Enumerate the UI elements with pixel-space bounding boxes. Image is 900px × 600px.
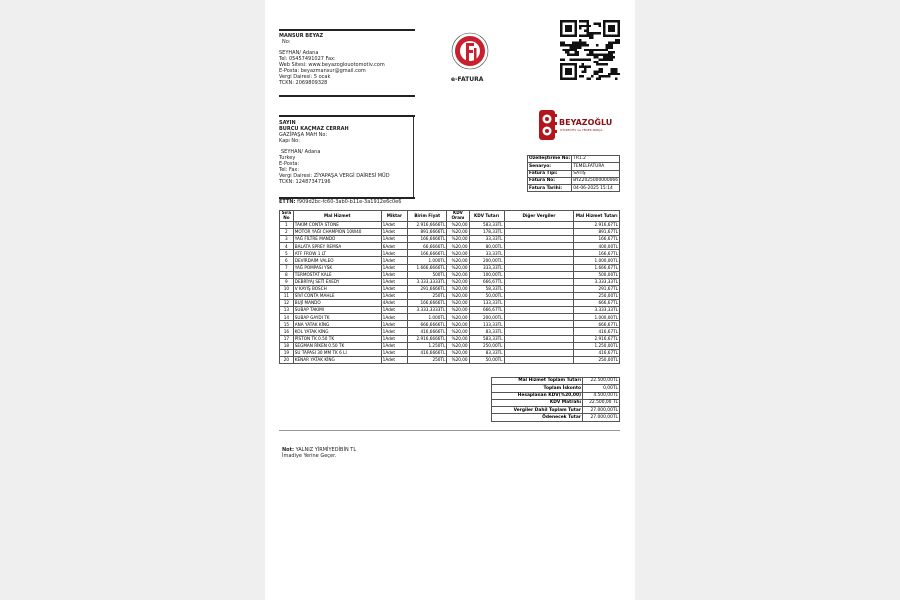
table-cell: SEGMAN RİKEN 0.50 TK (293, 342, 381, 349)
table-cell: 583,33TL (469, 335, 504, 342)
seller-address: SEYHAN/ Adana (279, 50, 319, 56)
seller-tax-office: Vergi Dairesi: 5 ocak (279, 74, 331, 80)
table-cell: 1 (280, 222, 294, 229)
note-text: YALNIZ YİRMİYEDİBİN TL (295, 447, 357, 453)
table-cell: 1Adet (381, 356, 407, 363)
table-cell: %20,00 (447, 314, 469, 321)
table-cell (504, 250, 574, 257)
buyer-info (279, 117, 414, 197)
table-row (280, 243, 620, 250)
table-cell: 1Adet (381, 278, 407, 285)
table-cell (504, 271, 574, 278)
buyer-district: SEYHAN/ Adana (281, 149, 321, 155)
meta-row (528, 177, 620, 184)
table-cell: 1Adet (381, 250, 407, 257)
table-cell: 83,33TL (469, 349, 504, 356)
col-header: KDV Tutarı (469, 211, 504, 222)
table-cell (504, 307, 574, 314)
seller-bottom-rule (279, 95, 415, 97)
table-cell: 178,33TL (469, 229, 504, 236)
table-cell: 83,33TL (469, 328, 504, 335)
total-label: Hesaplanan KDV(%20,00) (492, 392, 583, 399)
table-cell: 100,00TL (469, 271, 504, 278)
buyer-street: GAZİPAŞA MAH No: (279, 132, 328, 138)
meta-value: 04-06-2025 15:14 (572, 185, 620, 192)
brand-name: BEYAZOĞLU (559, 118, 613, 127)
table-cell (504, 264, 574, 271)
total-value: 22.500,00 TL (583, 399, 620, 406)
table-cell: 1Adet (381, 271, 407, 278)
table-cell: %20,00 (447, 236, 469, 243)
table-cell: 16 (280, 328, 294, 335)
table-cell: V KAYIŞ BOSCH (293, 285, 381, 292)
table-cell: 1.666,67TL (574, 264, 620, 271)
meta-value: BYZ2025000000066 (573, 178, 618, 184)
table-cell: KENAR YATAK KİNG (293, 356, 381, 363)
meta-key: Fatura Tipi: (528, 170, 572, 177)
table-cell: SUBAP TAKIMI (293, 307, 381, 314)
buyer-phone: Tel: Fax: (279, 167, 300, 173)
table-row (280, 328, 620, 335)
seller-email: E-Posta: beyazmansur@gmail.com (279, 68, 366, 74)
table-row (280, 356, 620, 363)
table-cell: 416,6666TL (408, 328, 447, 335)
table-cell: %20,00 (447, 328, 469, 335)
total-label: Mal Hizmet Toplam Tutarı (492, 378, 583, 385)
table-cell: 500TL (408, 271, 447, 278)
seller-info (279, 33, 385, 86)
table-cell: %20,00 (447, 356, 469, 363)
seller-phone: Tel: 05457491027 Fax: (279, 56, 336, 62)
table-cell: TERMOSTAT KALE (293, 271, 381, 278)
col-header: Sıra No (280, 211, 294, 222)
table-cell: 250TL (408, 356, 447, 363)
table-cell: 3.333,3333TL (408, 307, 447, 314)
table-row (280, 257, 620, 264)
table-cell: 1Adet (381, 292, 407, 299)
table-cell: 33,33TL (469, 236, 504, 243)
brand-tagline: OTOMOTİV ve YEDEK PARÇA (560, 128, 603, 132)
table-row (280, 292, 620, 299)
table-cell: 14 (280, 314, 294, 321)
table-cell: 1.000TL (408, 257, 447, 264)
table-cell: %20,00 (447, 250, 469, 257)
total-value: 27.000,00TL (583, 407, 620, 414)
table-cell: ATF FROW 1 LT (293, 250, 381, 257)
table-cell: %20,00 (447, 271, 469, 278)
total-row (492, 399, 620, 406)
table-cell: 6 (280, 257, 294, 264)
table-cell: 166,6666TL (408, 236, 447, 243)
table-cell: 416,67TL (574, 349, 620, 356)
table-cell: %20,00 (447, 349, 469, 356)
table-cell: 3 (280, 236, 294, 243)
table-row (280, 222, 620, 229)
table-cell: 166,6666TL (408, 250, 447, 257)
table-cell: 7 (280, 264, 294, 271)
buyer-tax-office: Vergi Dairesi: ZİYAPAŞA VERGİ DAİRESİ MÜD (279, 173, 390, 179)
table-cell: 166,67TL (574, 236, 620, 243)
total-row (492, 414, 620, 421)
table-cell: 666,67TL (469, 278, 504, 285)
table-cell (504, 229, 574, 236)
total-label: Ödenecek Tutar (492, 414, 583, 421)
total-label: KDV Matrahı (492, 399, 583, 406)
table-cell: 1Adet (381, 236, 407, 243)
table-cell: 666,67TL (574, 300, 620, 307)
table-row (280, 300, 620, 307)
table-cell: 5 (280, 250, 294, 257)
table-cell: 4Adet (381, 300, 407, 307)
table-cell: 1.250TL (408, 342, 447, 349)
table-cell: 416,67TL (574, 328, 620, 335)
table-cell: 1Adet (381, 335, 407, 342)
table-cell (504, 300, 574, 307)
table-cell: YAĞ POMPASI YSK (293, 264, 381, 271)
table-cell: 200,00TL (469, 314, 504, 321)
table-cell: 1Adet (381, 285, 407, 292)
table-cell: 1.666,6666TL (408, 264, 447, 271)
brand-logo (537, 108, 627, 142)
total-value: 27.000,00TL (583, 414, 620, 421)
table-cell: 291,6666TL (408, 285, 447, 292)
table-cell: 66,6666TL (408, 243, 447, 250)
table-cell (504, 349, 574, 356)
table-cell (504, 314, 574, 321)
qr-code-icon (560, 20, 620, 80)
total-value: 22.500,00TL (583, 378, 620, 385)
meta-value: TEMELFATURA (572, 163, 620, 170)
table-cell: 1Adet (381, 314, 407, 321)
table-cell: %20,00 (447, 229, 469, 236)
table-cell: 1.000,00TL (574, 257, 620, 264)
table-cell: 250,00TL (469, 342, 504, 349)
table-cell: %20,00 (447, 335, 469, 342)
table-cell (504, 335, 574, 342)
table-cell (504, 356, 574, 363)
table-row (280, 335, 620, 342)
table-cell: %20,00 (447, 222, 469, 229)
col-header: Miktar (381, 211, 407, 222)
table-cell: %20,00 (447, 264, 469, 271)
table-cell: DEBRİYAJ SETİ EXEDY (293, 278, 381, 285)
table-cell: 891,6666TL (408, 229, 447, 236)
meta-value: SATIŞ (572, 170, 620, 177)
invoice-page (265, 0, 635, 600)
table-row (280, 342, 620, 349)
seller-name: MANSUR BEYAZ (279, 33, 324, 39)
table-cell: 3.333,33TL (574, 307, 620, 314)
table-cell: BALATA SPREY REMSA (293, 243, 381, 250)
table-cell (504, 222, 574, 229)
table-cell: 6Adet (381, 243, 407, 250)
table-cell (504, 278, 574, 285)
ettn (279, 199, 401, 205)
table-cell: 8 (280, 271, 294, 278)
table-row (280, 285, 620, 292)
items-table (279, 210, 620, 364)
table-cell: 15 (280, 321, 294, 328)
meta-key: Senaryo: (528, 163, 572, 170)
table-cell: 1.000,00TL (574, 314, 620, 321)
table-cell: %20,00 (447, 307, 469, 314)
table-cell: 133,33TL (469, 300, 504, 307)
seller-tckn: TCKN: 2069809328 (279, 80, 328, 86)
table-cell: 2.916,6666TL (408, 335, 447, 342)
meta-key: Özelleştirme No: (529, 156, 571, 162)
table-cell: SİVİ CONTA MAHLE (293, 292, 381, 299)
table-cell: YAĞ FİLTRE MANDO (293, 236, 381, 243)
total-row (492, 378, 620, 385)
table-cell: 291,67TL (574, 285, 620, 292)
table-cell: 80,00TL (469, 243, 504, 250)
table-cell (504, 321, 574, 328)
table-cell: 250TL (408, 292, 447, 299)
seller-top-rule (279, 29, 415, 31)
table-cell: 10 (280, 285, 294, 292)
table-cell: %20,00 (447, 300, 469, 307)
table-row (280, 307, 620, 314)
table-row (280, 349, 620, 356)
table-cell: 1Adet (381, 257, 407, 264)
ettn-label: ETTN: (279, 199, 296, 205)
table-cell: KOL YATAK KİNG (293, 328, 381, 335)
table-cell: 1Adet (381, 342, 407, 349)
totals-table (491, 377, 620, 422)
table-cell: 1Adet (381, 264, 407, 271)
total-row (492, 407, 620, 414)
total-value: 0,00TL (583, 385, 620, 392)
table-row (280, 321, 620, 328)
table-cell (504, 285, 574, 292)
meta-key: Fatura No: (528, 177, 572, 184)
table-cell: 133,33TL (469, 321, 504, 328)
table-cell: 166,67TL (574, 250, 620, 257)
table-cell: 166,6666TL (408, 300, 447, 307)
table-cell: 250,00TL (574, 356, 620, 363)
table-cell: 1Adet (381, 349, 407, 356)
table-cell: 2.916,67TL (574, 335, 620, 342)
table-cell: 2.916,6666TL (408, 222, 447, 229)
table-cell: 12 (280, 300, 294, 307)
table-cell: 33,33TL (469, 250, 504, 257)
seller-web: Web Sitesi: www.beyazoglouotomotiv.com (279, 62, 385, 68)
table-cell: %20,00 (447, 292, 469, 299)
table-cell: 18 (280, 342, 294, 349)
table-cell: 583,33TL (469, 222, 504, 229)
table-cell: 333,33TL (469, 264, 504, 271)
table-cell (504, 243, 574, 250)
seller-door: No: (282, 39, 291, 45)
table-cell: 250,00TL (574, 292, 620, 299)
table-cell: 9 (280, 278, 294, 285)
table-cell: %20,00 (447, 285, 469, 292)
table-cell: SU TAPASI 30 MM TK 6 LI (293, 349, 381, 356)
table-cell: 891,67TL (574, 229, 620, 236)
table-row (280, 264, 620, 271)
table-cell: 3.333,33TL (574, 278, 620, 285)
col-header: Mal Hizmet Tutarı (574, 211, 620, 222)
meta-row (528, 163, 620, 170)
col-header: Mal Hizmet (293, 211, 381, 222)
table-row (280, 271, 620, 278)
table-cell: 19 (280, 349, 294, 356)
table-cell: MOTOR YAĞI CHAMPION 10W40 (293, 229, 381, 236)
meta-row (528, 185, 620, 192)
table-row (280, 278, 620, 285)
buyer-email: E-Posta: (279, 161, 300, 167)
table-cell (504, 257, 574, 264)
table-cell: 200,00TL (469, 257, 504, 264)
table-cell: 500,00TL (574, 271, 620, 278)
note-label: Not: (282, 447, 295, 453)
total-row (492, 385, 620, 392)
meta-value: TR1.2 (572, 156, 620, 163)
table-cell: %20,00 (447, 257, 469, 264)
table-cell: 2 (280, 229, 294, 236)
note (282, 447, 356, 459)
total-label: Vergiler Dahil Toplam Tutar (492, 407, 583, 414)
table-cell: 666,6666TL (408, 321, 447, 328)
table-cell: 1Adet (381, 321, 407, 328)
table-cell: TAKIM CONTA STONE (293, 222, 381, 229)
buyer-door: Kapı No: (279, 138, 300, 144)
efatura-label: e-FATURA (451, 76, 484, 83)
table-cell: PİSTON TK 0.50 TK (293, 335, 381, 342)
table-cell (504, 342, 574, 349)
efatura-logo (448, 31, 492, 75)
ettn-value: f909d2bc-fc60-3ab0-b11e-3a1912e6c0e6 (297, 199, 402, 205)
table-cell (504, 328, 574, 335)
table-cell: %20,00 (447, 278, 469, 285)
table-cell: 666,67TL (574, 321, 620, 328)
table-cell: 666,67TL (469, 307, 504, 314)
table-cell: 1Adet (381, 328, 407, 335)
table-row (280, 229, 620, 236)
table-cell: DEVİRDAİM VALEO (293, 257, 381, 264)
table-row (280, 314, 620, 321)
table-cell: ANA YATAK KİNG (293, 321, 381, 328)
meta-row (528, 156, 620, 163)
table-cell: %20,00 (447, 321, 469, 328)
table-cell: 4 (280, 243, 294, 250)
total-label: Toplam İskonto (492, 385, 583, 392)
meta-key: Fatura Tarihi: (528, 185, 572, 192)
table-cell: 400,00TL (574, 243, 620, 250)
col-header: Birim Fiyat (408, 211, 447, 222)
total-value: 4.500,00TL (583, 392, 620, 399)
meta-row (528, 170, 620, 177)
table-cell: 1Adet (381, 222, 407, 229)
table-row (280, 236, 620, 243)
col-header: Diğer Vergiler (504, 211, 574, 222)
table-cell: 1.000TL (408, 314, 447, 321)
table-cell: 1Adet (381, 229, 407, 236)
footer-rule (279, 430, 620, 431)
table-cell: 3.333,3333TL (408, 278, 447, 285)
table-cell: 1Adet (381, 307, 407, 314)
table-cell: 50,00TL (469, 356, 504, 363)
table-row (280, 250, 620, 257)
gear-logo-icon (537, 108, 559, 142)
buyer-title: SAYIN (279, 120, 296, 126)
table-cell: 50,00TL (469, 292, 504, 299)
buyer-country: Turkey (279, 155, 296, 161)
table-cell: 11 (280, 292, 294, 299)
table-cell (504, 236, 574, 243)
table-cell: 1.250,00TL (574, 342, 620, 349)
buyer-name: BURCU KAÇMAZ CERRAH (279, 126, 349, 132)
table-cell: 17 (280, 335, 294, 342)
table-cell: 58,33TL (469, 285, 504, 292)
table-cell: 20 (280, 356, 294, 363)
total-row (492, 392, 620, 399)
note-line2: İmadiye Yerine Geçer. (282, 453, 337, 459)
buyer-tckn: TCKN: 12487347196 (279, 179, 331, 185)
table-cell: 416,6666TL (408, 349, 447, 356)
table-cell: SUBAP GAYDI TK (293, 314, 381, 321)
col-header: KDV Oranı (447, 211, 469, 222)
table-cell (504, 292, 574, 299)
items-header-row (280, 211, 620, 222)
invoice-meta-table (527, 155, 620, 192)
table-cell: BUJİ MANDO (293, 300, 381, 307)
table-cell: 13 (280, 307, 294, 314)
table-cell: 2.916,67TL (574, 222, 620, 229)
table-cell: %20,00 (447, 342, 469, 349)
table-cell: %20,00 (447, 243, 469, 250)
